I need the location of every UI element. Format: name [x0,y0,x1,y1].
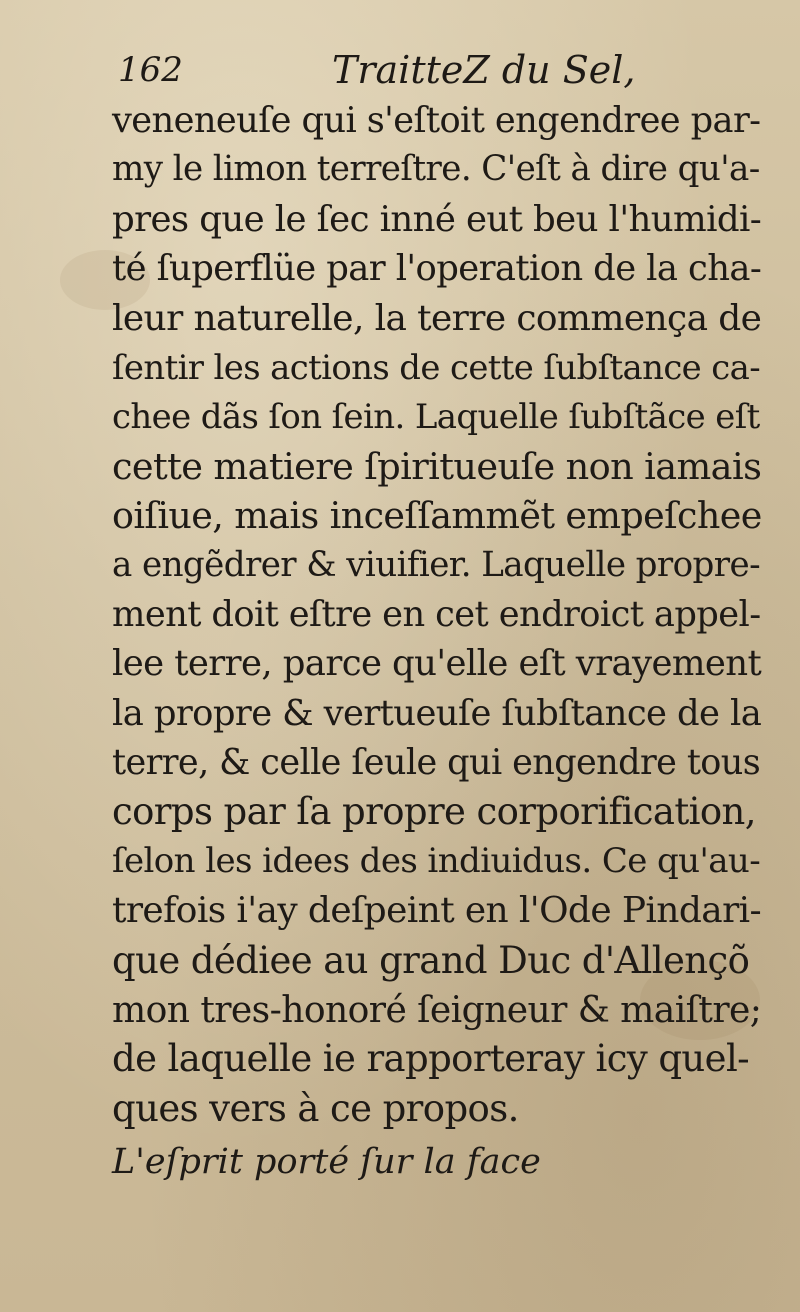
text-line: leur naturelle, la terre commença de [112,297,762,339]
text-line: de laquelle ie rapporteray icy quel- [112,1037,750,1081]
text-line: ment doit eſtre en cet endroict appel- [112,593,761,635]
text-line: que dédiee au grand Duc d'Allençõ [112,938,750,982]
text-line: chee dãs ſon ſein. Laquelle ſubſtãce eſt [112,397,760,437]
body-text [112,96,762,1187]
text-line: oiſiue, mais inceſſammẽt empeſchee [112,494,762,538]
text-line: ques vers à ce propos. [112,1086,519,1130]
text-line: la propre & vertueuſe ſubſtance de la [112,692,762,734]
text-line: pres que le ſec inné eut beu l'humidi- [112,198,762,240]
text-line: veneneuſe qui s'eſtoit engendree par- [112,100,761,141]
running-head [118,46,636,94]
page-number: 162 [118,50,183,90]
text-line: corps par ſa propre corporification, [112,790,756,834]
text-line: my le limon terreſtre. C'eſt à dire qu'a- [112,149,760,190]
text-line: té ſuperflüe par l'operation de la cha- [112,248,762,290]
text-line: lee terre, parce qu'elle eſt vrayement [112,643,762,685]
text-line: terre, & celle ſeule qui engendre tous [112,742,761,784]
text-line: trefois i'ay deſpeint en l'Ode Pindari- [112,890,762,932]
verse-line: L'eſprit porté ſur la face [112,1142,541,1183]
text-line: a engẽdrer & viuifier. Laquelle propre- [112,544,760,585]
text-line: cette matiere ſpiritueuſe non iamais [112,444,762,488]
running-title: TraitteZ du Sel, [332,48,636,92]
text-line: ſelon les idees des indiuidus. Ce qu'au- [112,840,761,881]
text-line: mon tres-honoré ſeigneur & maiſtre; [112,988,762,1032]
text-line: ſentir les actions de cette ſubſtance ca- [112,347,761,387]
